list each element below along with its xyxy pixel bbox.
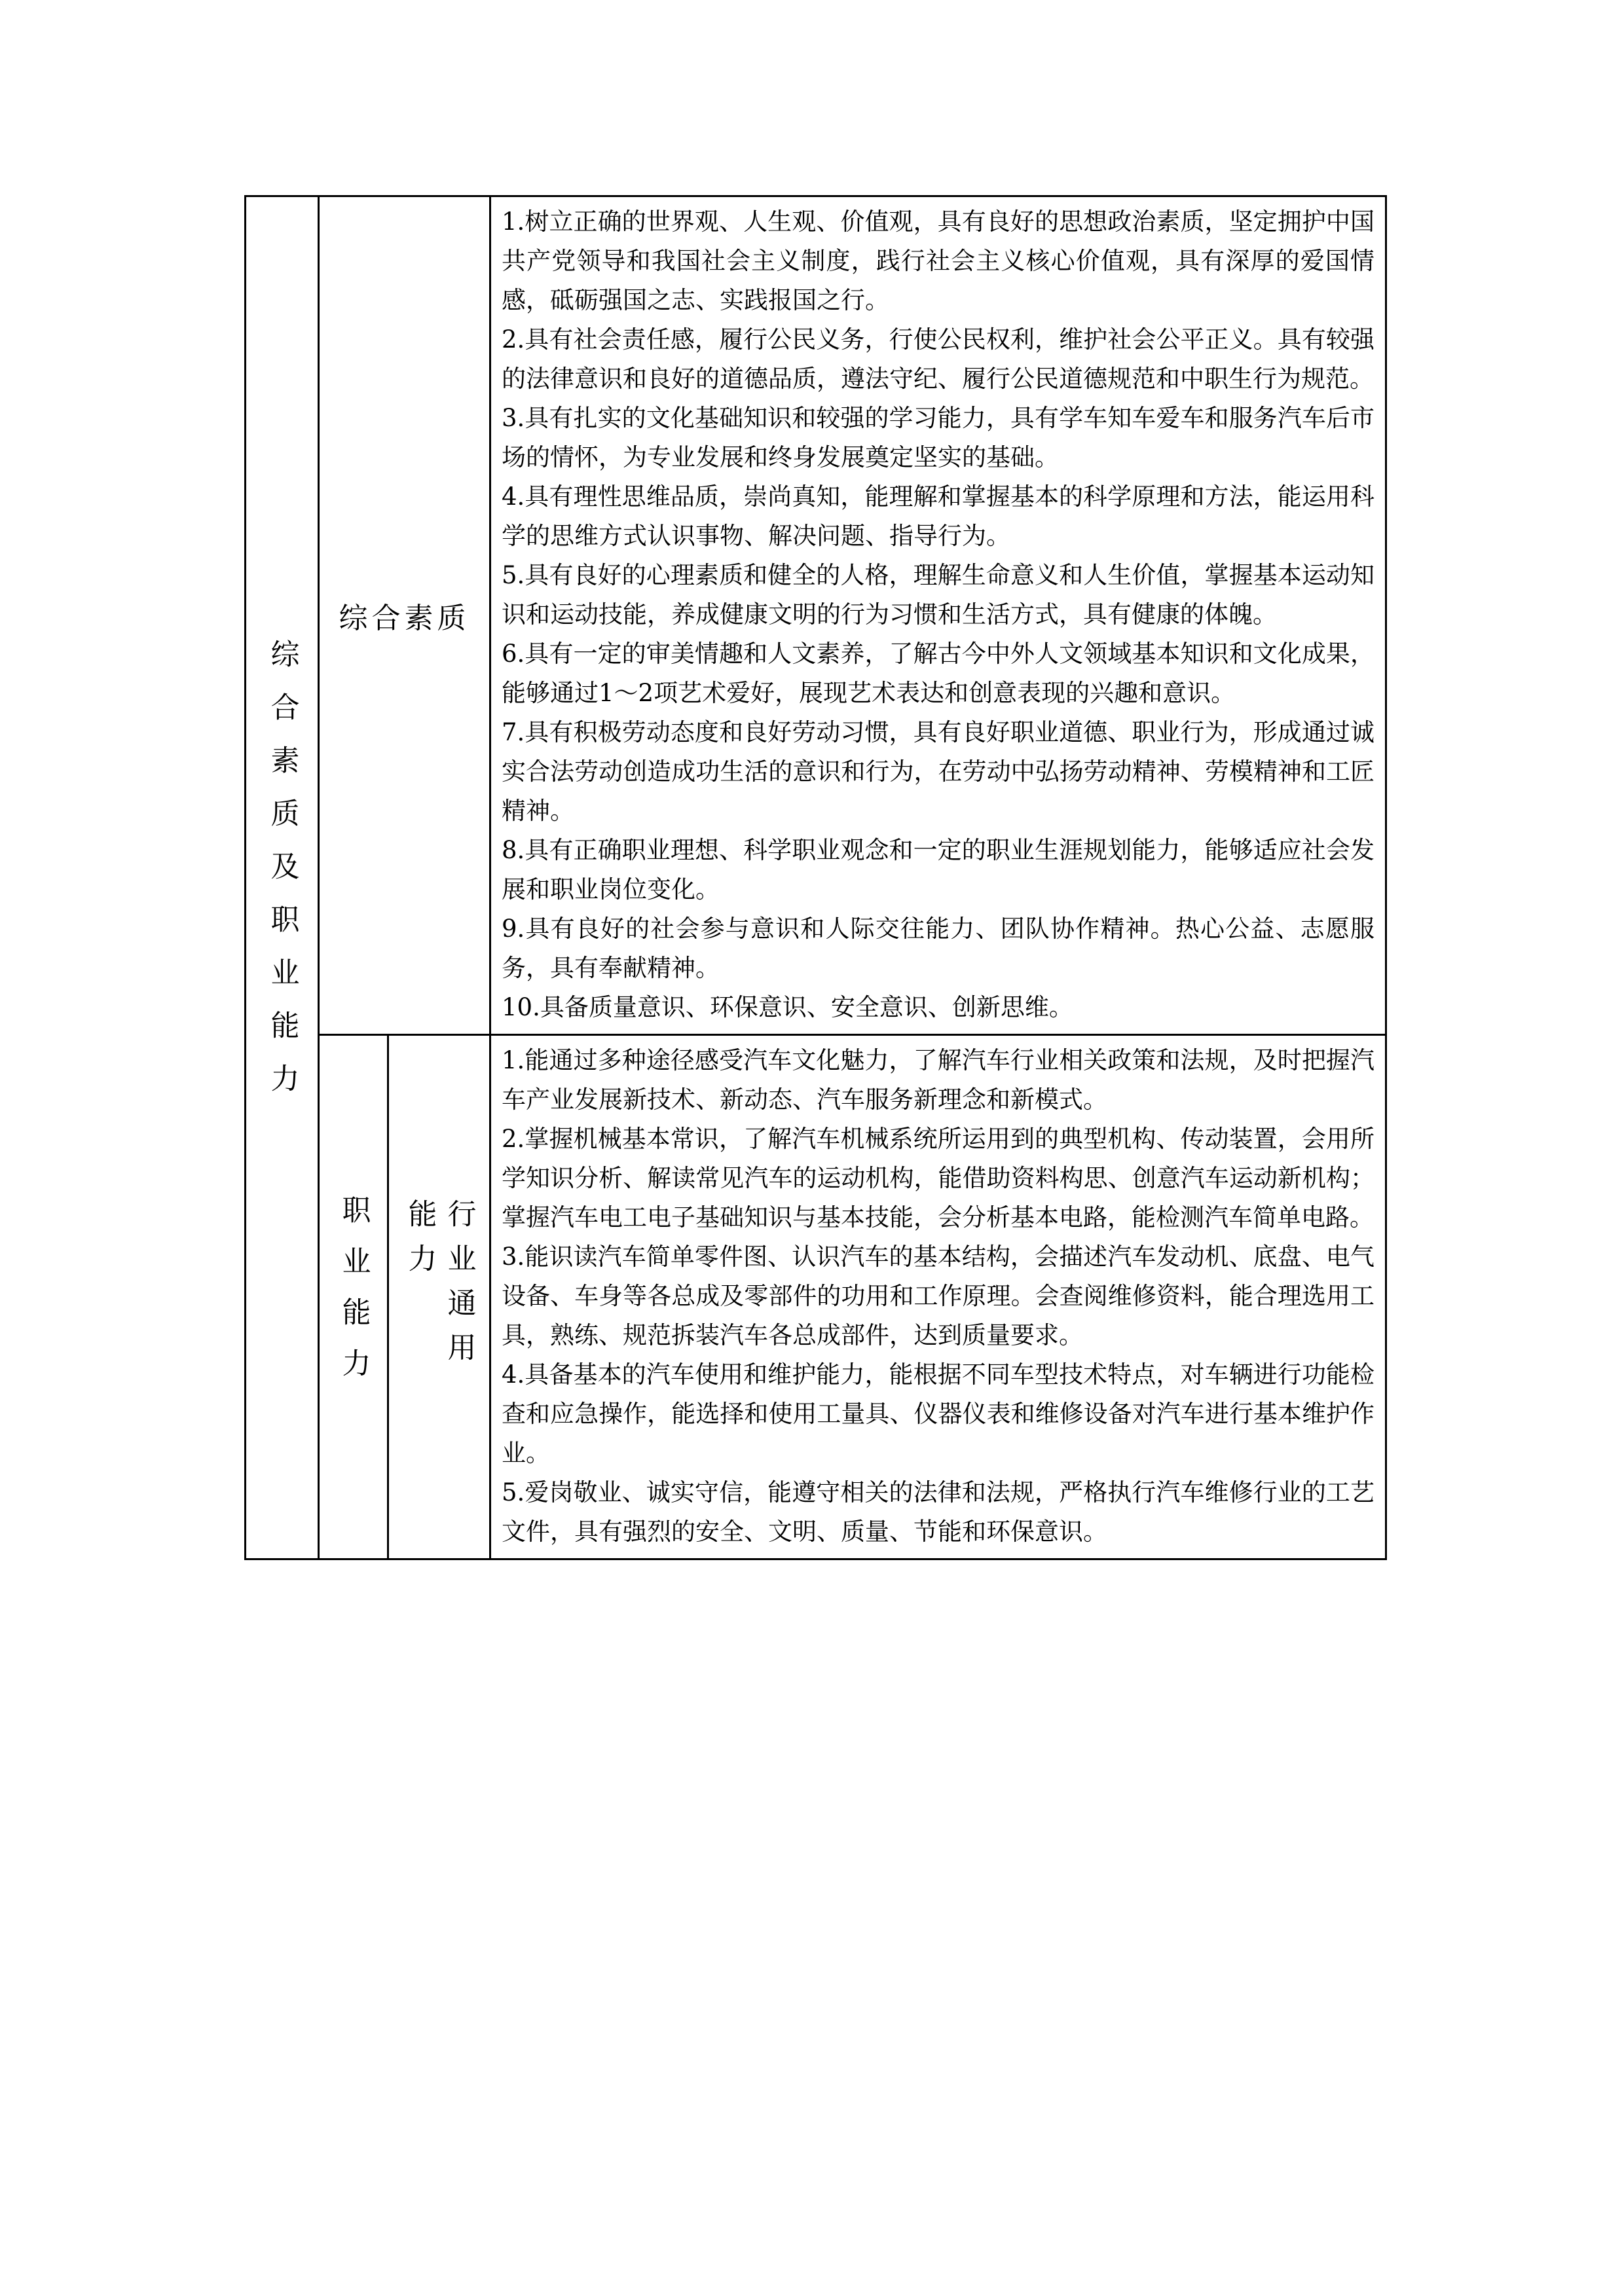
list-item: 3.具有扎实的文化基础知识和较强的学习能力，具有学车知车爱车和服务汽车后市场的情怀，为专业发展和终身发展奠定坚实的基础。 xyxy=(502,404,1375,471)
row-professional-ability xyxy=(246,1035,1386,1559)
list-item: 10.具备质量意识、环保意识、安全意识、创新思维。 xyxy=(502,993,1073,1021)
list-item: 1.树立正确的世界观、人生观、价值观，具有良好的思想政治素质，坚定拥护中国共产党领导和我国社会主义制度，践行社会主义核心价值观，具有深厚的爱国情感，砥砺强国之志、实践报国之行。 xyxy=(502,208,1375,314)
section2-label: 职业能力 xyxy=(337,1195,371,1399)
competency-table xyxy=(244,195,1387,1560)
list-item: 8.具有正确职业理想、科学职业观念和一定的职业生涯规划能力，能够适应社会发展和职业岗位变化。 xyxy=(502,836,1375,903)
section2-label-cell xyxy=(319,1035,388,1559)
section1-label-cell xyxy=(319,196,490,1035)
list-item: 3.能识读汽车简单零件图、认识汽车的基本结构，会描述汽车发动机、底盘、电气设备、车身等各总成及零部件的功用和工作原理。会查阅维修资料，能合理选用工具，熟练、规范拆装汽车各总成部件，达到质量要求。 xyxy=(502,1243,1375,1349)
list-item: 9.具有良好的社会参与意识和人际交往能力、团队协作精神。热心公益、志愿服务，具有奉献精神。 xyxy=(502,915,1375,982)
section2-sublabel-cell xyxy=(388,1035,490,1559)
list-item: 2.掌握机械基本常识，了解汽车机械系统所运用到的典型机构、传动装置，会用所学知识分析、解读常见汽车的运动机构，能借助资料构思、创意汽车运动新机构；掌握汽车电工电子基础知识与基本技能，会分析基本电路，能检测汽车简单电路。 xyxy=(502,1125,1375,1231)
list-item: 5.具有良好的心理素质和健全的人格，理解生命意义和人生价值，掌握基本运动知识和运动技能，养成健康文明的行为习惯和生活方式，具有健康的体魄。 xyxy=(502,561,1375,629)
list-item: 7.具有积极劳动态度和良好劳动习惯，具有良好职业道德、职业行为，形成通过诚实合法劳动创造成功生活的意识和行为，在劳动中弘扬劳动精神、劳模精神和工匠精神。 xyxy=(502,718,1375,825)
row-comprehensive-quality xyxy=(246,196,1386,1035)
list-item: 4.具有理性思维品质，崇尚真知，能理解和掌握基本的科学原理和方法，能运用科学的思维方式认识事物、解决问题、指导行为。 xyxy=(502,483,1375,550)
section2-sublabel: 行业通用能力 xyxy=(403,1199,476,1377)
section1-content xyxy=(490,196,1386,1035)
list-item: 1.能通过多种途径感受汽车文化魅力，了解汽车行业相关政策和法规，及时把握汽车产业发展新技术、新动态、汽车服务新理念和新模式。 xyxy=(502,1046,1375,1114)
main-label: 综合素质及职业能力 xyxy=(265,639,299,1116)
list-item: 4.具备基本的汽车使用和维护能力，能根据不同车型技术特点，对车辆进行功能检查和应急操作，能选择和使用工量具、仪器仪表和维修设备对汽车进行基本维护作业。 xyxy=(502,1360,1375,1467)
list-item: 2.具有社会责任感，履行公民义务，行使公民权利，维护社会公平正义。具有较强的法律意识和良好的道德品质，遵法守纪、履行公民道德规范和中职生行为规范。 xyxy=(502,325,1375,393)
main-label-cell xyxy=(246,196,319,1559)
list-item: 5.爱岗敬业、诚实守信，能遵守相关的法律和法规，严格执行汽车维修行业的工艺文件，具有强烈的安全、文明、质量、节能和环保意识。 xyxy=(502,1478,1375,1546)
section1-label: 综合素质 xyxy=(339,602,470,635)
section2-content xyxy=(490,1035,1386,1559)
list-item: 6.具有一定的审美情趣和人文素养，了解古今中外人文领域基本知识和文化成果，能够通过1～2项艺术爱好，展现艺术表达和创意表现的兴趣和意识。 xyxy=(502,640,1375,707)
